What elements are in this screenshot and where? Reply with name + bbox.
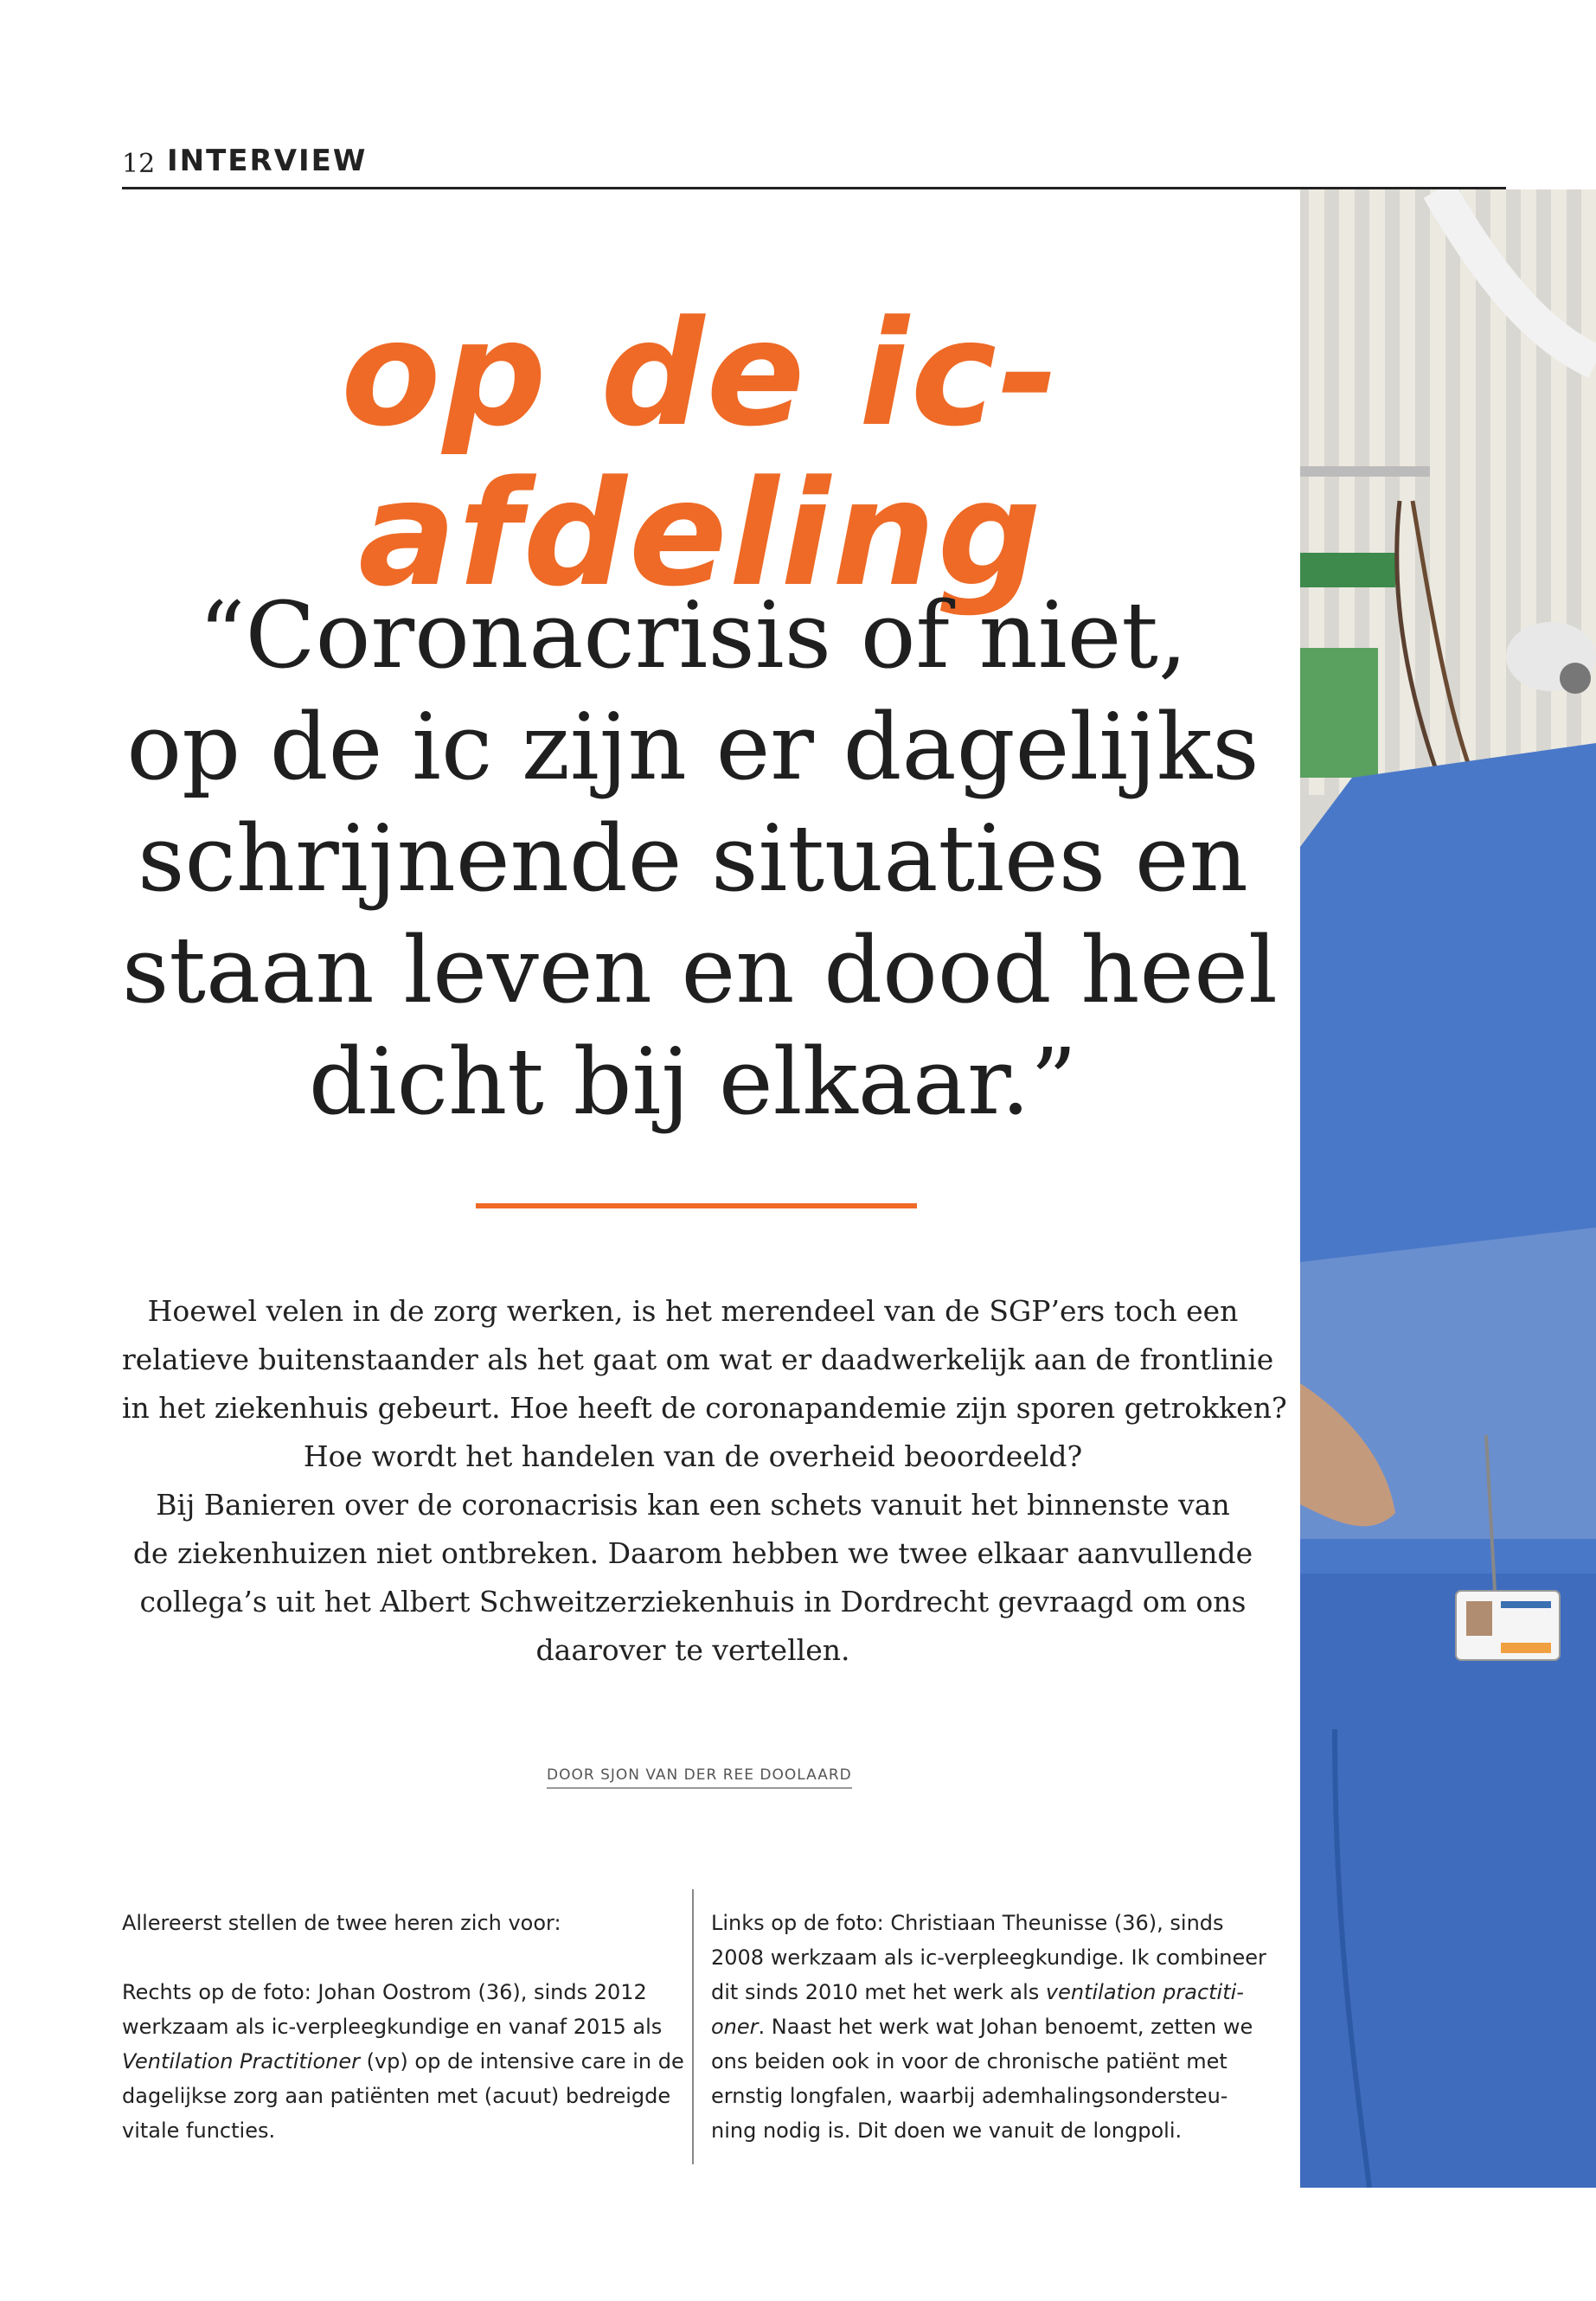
page-header	[122, 144, 1506, 189]
intro-line: collega’s uit het Albert Schweitzerziekenhuis in Dordrecht gevraagd om ons	[139, 1585, 1247, 1618]
column-line: ons beiden ook in voor de chronische patiënt met	[711, 2049, 1227, 2073]
column-text: (vp) op de intensive care in de	[359, 2049, 684, 2073]
author-byline: DOOR SJON VAN DER REE DOOLAARD	[547, 1766, 852, 1789]
header-rule	[122, 187, 1506, 189]
intro-line: Hoe wordt het handelen van de overheid beoordeeld?	[303, 1439, 1083, 1473]
italic-term: Ventilation Practitioner	[122, 2049, 360, 2073]
quote-line: staan leven en dood heel	[122, 917, 1278, 1023]
column-text: . Naast het werk wat Johan benoemt, zetten we	[758, 2015, 1253, 2039]
article-title: op de ic-afdeling	[341, 289, 1061, 619]
column-text: dit sinds 2010 met het werk als	[711, 1980, 1046, 2004]
column-line: Links op de foto: Christiaan Theunisse (36), sinds	[711, 1911, 1224, 1935]
column-line	[711, 1975, 1282, 2009]
column-line: Allereerst stellen de twee heren zich voor:	[122, 1911, 561, 1935]
italic-term: ventilation practiti-	[1045, 1980, 1244, 2004]
page-number: 12	[122, 149, 156, 179]
intro-line: Hoewel velen in de zorg werken, is het merendeel van de SGP’ers toch een	[147, 1294, 1239, 1328]
column-line	[122, 2044, 684, 2079]
left-column	[122, 1906, 684, 2148]
column-line: dagelijkse zorg aan patiënten met (acuut) bedreigde	[122, 2084, 671, 2108]
nurse-photo	[1300, 189, 1596, 2188]
intro-line: de ziekenhuizen niet ontbreken. Daarom hebben we twee elkaar aanvullende	[132, 1536, 1253, 1570]
intro-paragraph	[122, 1287, 1287, 1675]
quote-line: op de ic zijn er dagelijks	[126, 694, 1259, 800]
column-line: ning nodig is. Dit doen we vanuit de longpoli.	[711, 2118, 1183, 2143]
italic-term: oner	[711, 2015, 759, 2039]
quote-line: schrijnende situaties en	[138, 805, 1248, 912]
photo-illustration	[1300, 189, 1596, 2188]
intro-line: daarover te vertellen.	[535, 1633, 850, 1667]
right-column	[711, 1906, 1282, 2148]
quote-line: dicht bij elkaar.”	[308, 1029, 1078, 1135]
column-line: 2008 werkzaam als ic-verpleegkundige. Ik combineer	[711, 1945, 1266, 1970]
accent-divider	[476, 1203, 917, 1208]
column-line: werkzaam als ic-verpleegkundige en vanaf 2015 als	[122, 2015, 663, 2039]
column-line: Rechts op de foto: Johan Oostrom (36), sinds 2012	[122, 1980, 647, 2004]
column-divider	[692, 1889, 694, 2164]
section-label: INTERVIEW	[167, 144, 368, 178]
intro-line: in het ziekenhuis gebeurt. Hoe heeft de coronapandemie zijn sporen getrokken?	[122, 1391, 1287, 1425]
column-line: ernstig longfalen, waarbij ademhalingsondersteu-	[711, 2084, 1228, 2108]
quote-line: “Coronacrisis of niet,	[198, 582, 1188, 689]
pull-quote	[122, 580, 1278, 1138]
column-line	[711, 2009, 1282, 2044]
intro-line: relatieve buitenstaander als het gaat om wat er daadwerkelijk aan de frontlinie	[122, 1343, 1274, 1376]
column-line: vitale functies.	[122, 2118, 276, 2143]
intro-line: Bij Banieren over de coronacrisis kan een schets vanuit het binnenste van	[156, 1488, 1230, 1522]
